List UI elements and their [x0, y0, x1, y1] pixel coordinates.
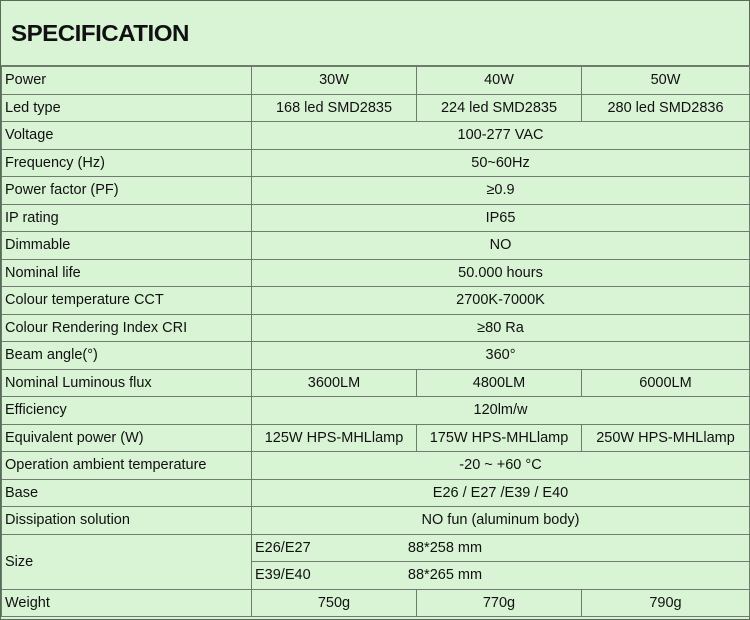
cell-50w: 280 led SMD2836: [582, 94, 750, 122]
row-label: Nominal life: [2, 259, 252, 287]
cell-40w: 175W HPS-MHLlamp: [417, 424, 582, 452]
cell-50w: 250W HPS-MHLlamp: [582, 424, 750, 452]
cell-value: 360°: [252, 342, 750, 370]
cell-50w: 790g: [582, 589, 750, 617]
table-row-dissipation: [2, 507, 750, 535]
row-label: Base: [2, 479, 252, 507]
cell-value: 50~60Hz: [252, 149, 750, 177]
table-row-ip-rating: [2, 204, 750, 232]
row-label: Voltage: [2, 122, 252, 150]
cell-30w: 125W HPS-MHLlamp: [252, 424, 417, 452]
table-row-size-1: [2, 534, 750, 562]
cell-value: NO: [252, 232, 750, 260]
row-label: Beam angle(°): [2, 342, 252, 370]
cell-value: ≥0.9: [252, 177, 750, 205]
row-label: Operation ambient temperature: [2, 452, 252, 480]
table-row-frequency: [2, 149, 750, 177]
row-label: Power: [2, 67, 252, 95]
cell-50w: 50W: [582, 67, 750, 95]
cell-40w: 4800LM: [417, 369, 582, 397]
table-row-efficiency: [2, 397, 750, 425]
cell-30w: 168 led SMD2835: [252, 94, 417, 122]
table-row-cct: [2, 287, 750, 315]
row-label: IP rating: [2, 204, 252, 232]
cell-value: 120lm/w: [252, 397, 750, 425]
row-label: Power factor (PF): [2, 177, 252, 205]
size-base-label: E26/E27: [255, 539, 311, 556]
row-label: Dimmable: [2, 232, 252, 260]
cell-value: NO fun (aluminum body): [252, 507, 750, 535]
size-base-label: E39/E40: [255, 567, 311, 584]
size-value: 88*265 mm: [407, 567, 483, 584]
table-row-power: [2, 67, 750, 95]
table-row-weight: [2, 589, 750, 617]
table-row-voltage: [2, 122, 750, 150]
size-value: 88*258 mm: [407, 539, 483, 556]
cell-30w: 750g: [252, 589, 417, 617]
size-sub-row-2: [252, 562, 750, 590]
header-bar: [1, 1, 749, 66]
row-label: Dissipation solution: [2, 507, 252, 535]
table-row-ambient-temp: [2, 452, 750, 480]
cell-value: ≥80 Ra: [252, 314, 750, 342]
row-label: Equivalent power (W): [2, 424, 252, 452]
cell-40w: 224 led SMD2835: [417, 94, 582, 122]
cell-30w: 3600LM: [252, 369, 417, 397]
row-label: Colour temperature CCT: [2, 287, 252, 315]
spec-table: [1, 66, 750, 617]
table-row-led-type: [2, 94, 750, 122]
row-label: Colour Rendering Index CRI: [2, 314, 252, 342]
cell-value: 100-277 VAC: [252, 122, 750, 150]
table-row-luminous-flux: [2, 369, 750, 397]
cell-40w: 770g: [417, 589, 582, 617]
cell-value: E26 / E27 /E39 / E40: [252, 479, 750, 507]
table-row-equivalent-power: [2, 424, 750, 452]
cell-value: 50.000 hours: [252, 259, 750, 287]
row-label: Nominal Luminous flux: [2, 369, 252, 397]
cell-30w: 30W: [252, 67, 417, 95]
cell-value: 2700K-7000K: [252, 287, 750, 315]
row-label: Size: [2, 534, 252, 589]
page-title: SPECIFICATION: [11, 20, 189, 46]
row-label: Led type: [2, 94, 252, 122]
cell-50w: 6000LM: [582, 369, 750, 397]
table-row-cri: [2, 314, 750, 342]
table-row-base: [2, 479, 750, 507]
cell-value: -20 ~ +60 °C: [252, 452, 750, 480]
row-label: Efficiency: [2, 397, 252, 425]
row-label: Frequency (Hz): [2, 149, 252, 177]
cell-value: IP65: [252, 204, 750, 232]
row-label: Weight: [2, 589, 252, 617]
size-sub-row-1: [252, 534, 750, 562]
table-row-beam-angle: [2, 342, 750, 370]
table-row-nominal-life: [2, 259, 750, 287]
table-row-power-factor: [2, 177, 750, 205]
cell-40w: 40W: [417, 67, 582, 95]
table-row-dimmable: [2, 232, 750, 260]
